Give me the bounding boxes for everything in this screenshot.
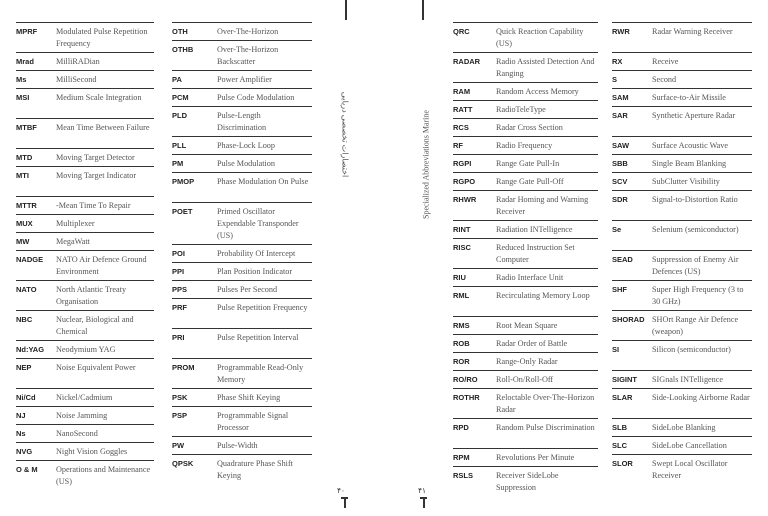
abbrev-definition: NATO Air Defence Ground Environment (56, 255, 147, 276)
abbrev-definition: Pulse Repetition Interval (217, 333, 299, 342)
abbrev-entry (453, 238, 598, 268)
abbrev-term: ROR (453, 357, 470, 366)
abbrev-term: SAW (612, 141, 630, 150)
abbrev-definition: Range-Only Radar (496, 357, 558, 366)
abbrev-term: ROTHR (453, 393, 480, 402)
abbrev-entry (16, 280, 154, 310)
abbrev-definition: Over-The-Horizon (217, 27, 279, 36)
abbrev-term: PLL (172, 141, 187, 150)
abbrev-term: MSI (16, 93, 30, 102)
abbrev-entry (453, 172, 598, 190)
abbrev-entry (172, 136, 312, 154)
abbrev-definition: Quadrature Phase Shift Keying (217, 459, 293, 480)
abbrev-definition: Synthetic Aperture Radar (652, 111, 736, 120)
abbrev-entry (453, 388, 598, 418)
abbrev-term: Ns (16, 429, 26, 438)
abbrev-entry (172, 406, 312, 436)
abbrev-entry (453, 82, 598, 100)
abbrev-entry (172, 280, 312, 298)
abbrev-definition: Reduced Instruction Set Computer (496, 243, 575, 264)
abbrev-term: SLB (612, 423, 627, 432)
abbrev-entry (172, 172, 312, 202)
abbrev-term: Ni/Cd (16, 393, 36, 402)
abbrev-entry (453, 418, 598, 448)
abbrev-entry (16, 232, 154, 250)
abbrev-term: PMOP (172, 177, 195, 186)
abbrev-entry (612, 136, 752, 154)
abbrev-term: MTD (16, 153, 33, 162)
abbrev-entry (16, 340, 154, 358)
abbrev-entry (453, 316, 598, 334)
abbrev-definition: MilliRADian (56, 57, 100, 66)
abbrev-entry (453, 352, 598, 370)
abbrev-entry (172, 40, 312, 70)
abbrev-entry (172, 454, 312, 484)
abbrev-definition: Surface-to-Air Missile (652, 93, 726, 102)
abbrev-term: SDR (612, 195, 628, 204)
abbrev-entry (16, 196, 154, 214)
abbrev-definition: Radar Homing and Warning Receiver (496, 195, 589, 216)
abbrev-term: SAR (612, 111, 628, 120)
abbrev-definition: SubClutter Visibility (652, 177, 720, 186)
abbrev-entry (172, 298, 312, 328)
abbrev-term: NEP (16, 363, 32, 372)
abbrev-entry (16, 214, 154, 232)
abbrev-term: NJ (16, 411, 26, 420)
abbrev-definition: Reloctable Over-The-Horizon Radar (496, 393, 595, 414)
abbrev-definition: Noise Equivalent Power (56, 363, 136, 372)
abbrev-definition: Random Access Memory (496, 87, 579, 96)
abbrev-entry (453, 370, 598, 388)
abbrev-definition: Primed Oscillator Expendable Transponder (US) (217, 207, 299, 240)
abbrev-definition: Radio Frequency (496, 141, 553, 150)
abbrev-definition: Programmable Signal Processor (217, 411, 289, 432)
abbrev-definition: Modulated Pulse Repetition Frequency (56, 27, 148, 48)
abbrev-term: SHF (612, 285, 627, 294)
abbrev-definition: Pulse-Width (217, 441, 258, 450)
abbrev-entry (612, 106, 752, 136)
abbrev-definition: Random Pulse Discrimination (496, 423, 595, 432)
abbrev-entry (16, 358, 154, 388)
abbrev-term: PSK (172, 393, 188, 402)
abbrev-entry (612, 22, 752, 52)
abbrev-entry (16, 118, 154, 148)
abbrev-term: RPD (453, 423, 469, 432)
abbrev-definition: Pulse Code Modulation (217, 93, 295, 102)
abbrev-entry (172, 358, 312, 388)
abbrev-term: PROM (172, 363, 195, 372)
left-running-head: اختصارات تخصصی دریایی (340, 91, 350, 178)
abbrev-term: NADGE (16, 255, 44, 264)
abbrev-term: RISC (453, 243, 471, 252)
abbrev-definition: Side-Looking Airborne Radar (652, 393, 750, 402)
abbrev-definition: Swept Local Oscillator Receiver (652, 459, 728, 480)
abbrev-definition: Over-The-Horizon Backscatter (217, 45, 279, 66)
abbrev-term: OTH (172, 27, 188, 36)
abbrev-definition: Pulse Modulation (217, 159, 275, 168)
abbrev-entry (612, 436, 752, 454)
abbrev-term: PA (172, 75, 182, 84)
abbrev-entry (612, 388, 752, 418)
abbrev-term: PW (172, 441, 185, 450)
abbrev-entry (453, 100, 598, 118)
left-col-1 (16, 22, 154, 490)
abbrev-term: RF (453, 141, 463, 150)
abbrev-term: MTBF (16, 123, 37, 132)
abbrev-definition: Quick Reaction Capability (US) (496, 27, 584, 48)
abbrev-entry (453, 268, 598, 286)
abbrev-entry (453, 22, 598, 52)
abbrev-term: PLD (172, 111, 187, 120)
abbrev-entry (612, 70, 752, 88)
abbrev-term: SAM (612, 93, 629, 102)
abbrev-definition: Signal-to-Distortion Ratio (652, 195, 738, 204)
abbrev-entry (16, 442, 154, 460)
abbrev-term: Nd:YAG (16, 345, 45, 354)
abbrev-definition: Range Gate Pull-Off (496, 177, 564, 186)
abbrev-entry (16, 424, 154, 442)
abbrev-entry (453, 154, 598, 172)
abbrev-definition: Single Beam Blanking (652, 159, 727, 168)
left-spine-top (345, 0, 347, 20)
abbrev-entry (172, 436, 312, 454)
abbrev-definition: Surface Acoustic Wave (652, 141, 729, 150)
abbrev-term: RGPO (453, 177, 476, 186)
abbrev-term: RATT (453, 105, 473, 114)
abbrev-term: SLAR (612, 393, 633, 402)
abbrev-term: POET (172, 207, 193, 216)
abbrev-entry (612, 190, 752, 220)
abbrev-definition: SIGnals INTelligence (652, 375, 724, 384)
abbrev-entry (612, 310, 752, 340)
abbrev-entry (453, 52, 598, 82)
abbrev-definition: Phase-Lock Loop (217, 141, 275, 150)
abbrev-term: S (612, 75, 618, 84)
abbrev-term: PPI (172, 267, 185, 276)
abbrev-entry (172, 262, 312, 280)
abbrev-definition: Range Gate Pull-In (496, 159, 560, 168)
abbrev-definition: Phase Shift Keying (217, 393, 281, 402)
abbrev-term: NVG (16, 447, 33, 456)
abbrev-entry (172, 328, 312, 358)
abbrev-entry (172, 88, 312, 106)
abbrev-definition: Radio Interface Unit (496, 273, 564, 282)
abbrev-definition: SideLobe Blanking (652, 423, 716, 432)
abbrev-definition: MegaWatt (56, 237, 90, 246)
abbrev-term: MW (16, 237, 30, 246)
abbrev-definition: Radar Cross Section (496, 123, 563, 132)
left-page-number: ۴۰ (337, 486, 346, 495)
abbrev-term: O & M (16, 465, 38, 474)
right-page-mark (423, 498, 425, 508)
abbrev-definition: North Atlantic Treaty Organisation (56, 285, 127, 306)
right-spine-top (422, 0, 424, 20)
abbrev-term: RSLS (453, 471, 474, 480)
left-col-2 (172, 22, 312, 484)
abbrev-definition: Root Mean Square (496, 321, 558, 330)
abbrev-term: RPM (453, 453, 470, 462)
abbrev-term: SLC (612, 441, 627, 450)
abbrev-definition: Recirculating Memory Loop (496, 291, 590, 300)
abbrev-entry (16, 22, 154, 52)
abbrev-entry (172, 388, 312, 406)
abbrev-term: RMS (453, 321, 470, 330)
abbrev-entry (453, 334, 598, 352)
abbrev-term: RCS (453, 123, 469, 132)
abbrev-term: RWR (612, 27, 630, 36)
abbrev-definition: Multiplexer (56, 219, 95, 228)
abbrev-term: OTHB (172, 45, 194, 54)
abbrev-term: SHORAD (612, 315, 645, 324)
abbrev-definition: Power Amplifier (217, 75, 272, 84)
abbrev-term: NATO (16, 285, 37, 294)
abbrev-entry (16, 52, 154, 70)
abbrev-entry (453, 220, 598, 238)
abbrev-definition: Radar Order of Battle (496, 339, 568, 348)
abbrev-definition: Moving Target Detector (56, 153, 135, 162)
abbrev-term: RINT (453, 225, 471, 234)
abbrev-definition: -Mean Time To Repair (56, 201, 131, 210)
abbrev-entry (16, 388, 154, 406)
abbrev-term: RIU (453, 273, 466, 282)
abbrev-definition: Programmable Read-Only Memory (217, 363, 304, 384)
abbrev-entry (612, 340, 752, 370)
abbrev-term: QPSK (172, 459, 194, 468)
abbrev-definition: Pulse Repetition Frequency (217, 303, 308, 312)
abbrev-entry (172, 22, 312, 40)
right-running-head: Specialized Abbreviations Marine (421, 110, 431, 219)
abbrev-entry (612, 280, 752, 310)
abbrev-entry (453, 190, 598, 220)
abbrev-definition: SHOrt Range Air Defence (weapon) (652, 315, 739, 336)
abbrev-entry (16, 166, 154, 196)
abbrev-term: MUX (16, 219, 33, 228)
abbrev-term: RADAR (453, 57, 481, 66)
abbrev-definition: Operations and Maintenance (US) (56, 465, 151, 486)
abbrev-definition: Nickel/Cadmium (56, 393, 113, 402)
abbrev-term: QRC (453, 27, 470, 36)
abbrev-term: PSP (172, 411, 188, 420)
abbrev-term: MTI (16, 171, 29, 180)
abbrev-entry (172, 202, 312, 244)
abbrev-definition: Roll-On/Roll-Off (496, 375, 554, 384)
abbrev-term: MPRF (16, 27, 38, 36)
abbrev-definition: Second (652, 75, 677, 84)
abbrev-entry (612, 370, 752, 388)
abbrev-term: SI (612, 345, 620, 354)
abbrev-term: SLOR (612, 459, 633, 468)
abbrev-definition: Receiver SideLobe Suppression (496, 471, 559, 492)
abbrev-entry (453, 136, 598, 154)
abbrev-definition: Radio Assisted Detection And Ranging (496, 57, 595, 78)
abbrev-definition: Silicon (semiconductor) (652, 345, 731, 354)
abbrev-entry (172, 154, 312, 172)
abbrev-definition: Receive (652, 57, 679, 66)
abbrev-entry (16, 88, 154, 118)
abbrev-term: Ms (16, 75, 27, 84)
abbrev-term: RHWR (453, 195, 477, 204)
abbrev-term: RAM (453, 87, 471, 96)
abbrev-entry (612, 220, 752, 250)
abbrev-entry (16, 460, 154, 490)
left-page-mark (344, 498, 346, 508)
abbrev-term: Mrad (16, 57, 34, 66)
abbrev-term: POI (172, 249, 185, 258)
abbrev-definition: Noise Jamming (56, 411, 108, 420)
abbrev-entry (453, 286, 598, 316)
abbrev-definition: Mean Time Between Failure (56, 123, 150, 132)
right-page-number: ۴۱ (418, 486, 427, 495)
abbrev-definition: NanoSecond (56, 429, 98, 438)
abbrev-definition: Pulses Per Second (217, 285, 278, 294)
abbrev-entry (453, 118, 598, 136)
abbrev-entry (612, 172, 752, 190)
abbrev-entry (172, 70, 312, 88)
abbrev-entry (16, 70, 154, 88)
abbrev-term: PCM (172, 93, 189, 102)
abbrev-definition: Selenium (semiconductor) (652, 225, 739, 234)
right-col-2 (612, 22, 752, 484)
abbrev-definition: Night Vision Goggles (56, 447, 128, 456)
abbrev-entry (16, 148, 154, 166)
abbrev-definition: Pulse-Length Discrimination (217, 111, 267, 132)
abbrev-entry (612, 154, 752, 172)
abbrev-definition: Phase Modulation On Pulse (217, 177, 309, 186)
abbrev-term: RX (612, 57, 623, 66)
abbrev-term: SBB (612, 159, 628, 168)
abbrev-term: RML (453, 291, 470, 300)
abbrev-term: MTTR (16, 201, 37, 210)
right-col-1 (453, 22, 598, 496)
abbrev-definition: Radar Warning Receiver (652, 27, 733, 36)
abbrev-entry (16, 310, 154, 340)
abbrev-definition: Super High Frequency (3 to 30 GHz) (652, 285, 744, 306)
abbrev-entry (16, 406, 154, 424)
abbrev-entry (453, 448, 598, 466)
abbrev-term: SIGINT (612, 375, 638, 384)
abbrev-term: PRI (172, 333, 185, 342)
abbrev-entry (612, 454, 752, 484)
abbrev-term: Se (612, 225, 622, 234)
abbrev-term: PPS (172, 285, 188, 294)
abbrev-entry (612, 250, 752, 280)
abbrev-entry (453, 466, 598, 496)
abbrev-definition: Nuclear, Biological and Chemical (56, 315, 134, 336)
abbrev-term: PM (172, 159, 184, 168)
abbrev-entry (16, 250, 154, 280)
abbrev-term: PRF (172, 303, 187, 312)
abbrev-definition: SideLobe Cancellation (652, 441, 727, 450)
abbrev-term: RO/RO (453, 375, 478, 384)
abbrev-term: SCV (612, 177, 628, 186)
abbrev-definition: Probability Of Intercept (217, 249, 296, 258)
abbrev-term: RGPI (453, 159, 472, 168)
abbrev-entry (612, 418, 752, 436)
abbrev-definition: MilliSecond (56, 75, 97, 84)
abbrev-definition: Suppression of Enemy Air Defences (US) (652, 255, 739, 276)
abbrev-entry (172, 244, 312, 262)
abbrev-entry (172, 106, 312, 136)
abbrev-definition: Radiation INTelligence (496, 225, 573, 234)
abbrev-definition: Revolutions Per Minute (496, 453, 575, 462)
abbrev-definition: Plan Position Indicator (217, 267, 293, 276)
abbrev-entry (612, 88, 752, 106)
abbrev-definition: Medium Scale Integration (56, 93, 142, 102)
abbrev-definition: Moving Target Indicator (56, 171, 137, 180)
abbrev-entry (612, 52, 752, 70)
abbrev-definition: Neodymium YAG (56, 345, 116, 354)
abbrev-term: NBC (16, 315, 33, 324)
abbrev-term: SEAD (612, 255, 633, 264)
abbrev-definition: RadioTeleType (496, 105, 546, 114)
abbrev-term: ROB (453, 339, 470, 348)
